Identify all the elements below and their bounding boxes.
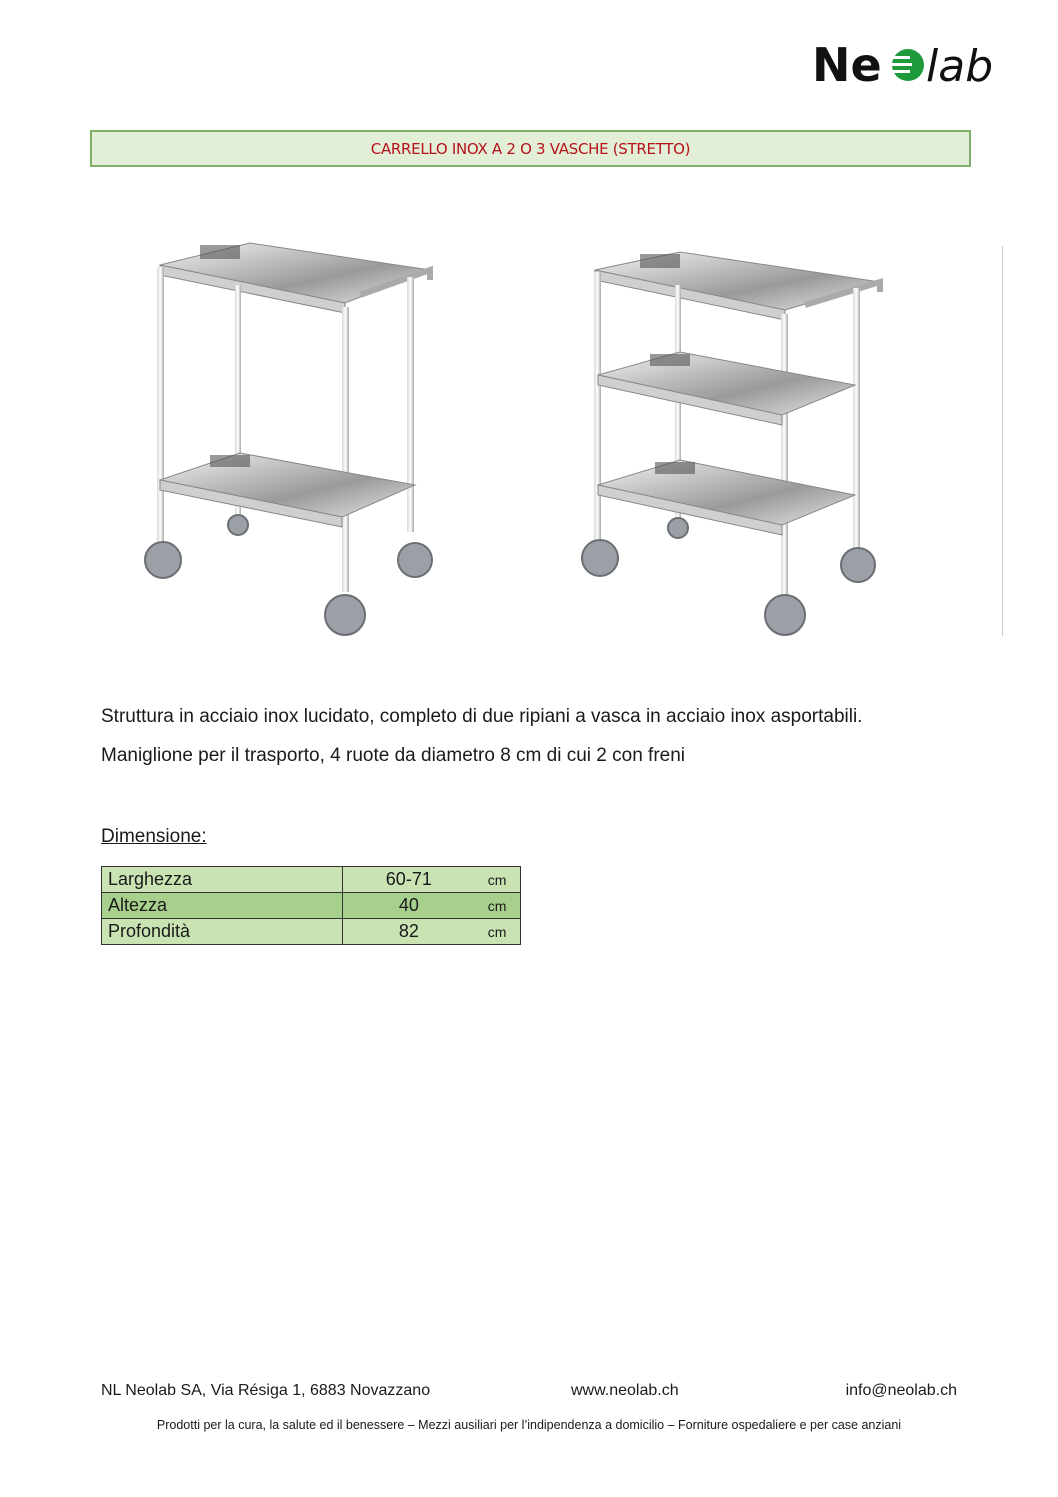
- dim-value: 40: [343, 893, 474, 919]
- product-title: CARRELLO INOX A 2 O 3 VASCHE (STRETTO): [90, 130, 971, 167]
- footer-email-link[interactable]: info@neolab.ch: [845, 1382, 957, 1399]
- neolab-logo: [812, 36, 1012, 96]
- dim-label: Larghezza: [102, 867, 343, 893]
- dimensions-table: [101, 866, 521, 945]
- page-edge-divider: [1002, 246, 1003, 636]
- dim-unit: cm: [474, 893, 520, 919]
- footer-website-link[interactable]: www.neolab.ch: [571, 1382, 679, 1399]
- dim-label: Profondità: [102, 919, 343, 945]
- dim-value: 82: [343, 919, 474, 945]
- logo-text-lab: lab: [926, 41, 994, 92]
- trolley-three-shelves-image: [570, 240, 900, 645]
- dimensions-heading: Dimensione:: [101, 826, 207, 847]
- dim-label: Altezza: [102, 893, 343, 919]
- logo-text-ne: Ne: [812, 38, 882, 92]
- table-row: [102, 893, 521, 919]
- description-line-1: Struttura in acciaio inox lucidato, completo di due ripiani a vasca in acciaio inox asportabili.: [101, 706, 863, 727]
- dim-unit: cm: [474, 867, 520, 893]
- logo-o-icon: [890, 49, 924, 81]
- table-row: [102, 919, 521, 945]
- trolley-two-shelves-image: [130, 225, 450, 645]
- dim-value: 60-71: [343, 867, 474, 893]
- footer-tagline: Prodotti per la cura, la salute ed il benessere – Mezzi ausiliari per l’indipendenza a domicilio – Forniture ospedaliere e per case anziani: [156, 1418, 902, 1432]
- table-row: [102, 867, 521, 893]
- dim-unit: cm: [474, 919, 520, 945]
- footer-address: NL Neolab SA, Via Résiga 1, 6883 Novazzano: [101, 1382, 431, 1399]
- description-line-2: Maniglione per il trasporto, 4 ruote da diametro 8 cm di cui 2 con freni: [101, 745, 686, 766]
